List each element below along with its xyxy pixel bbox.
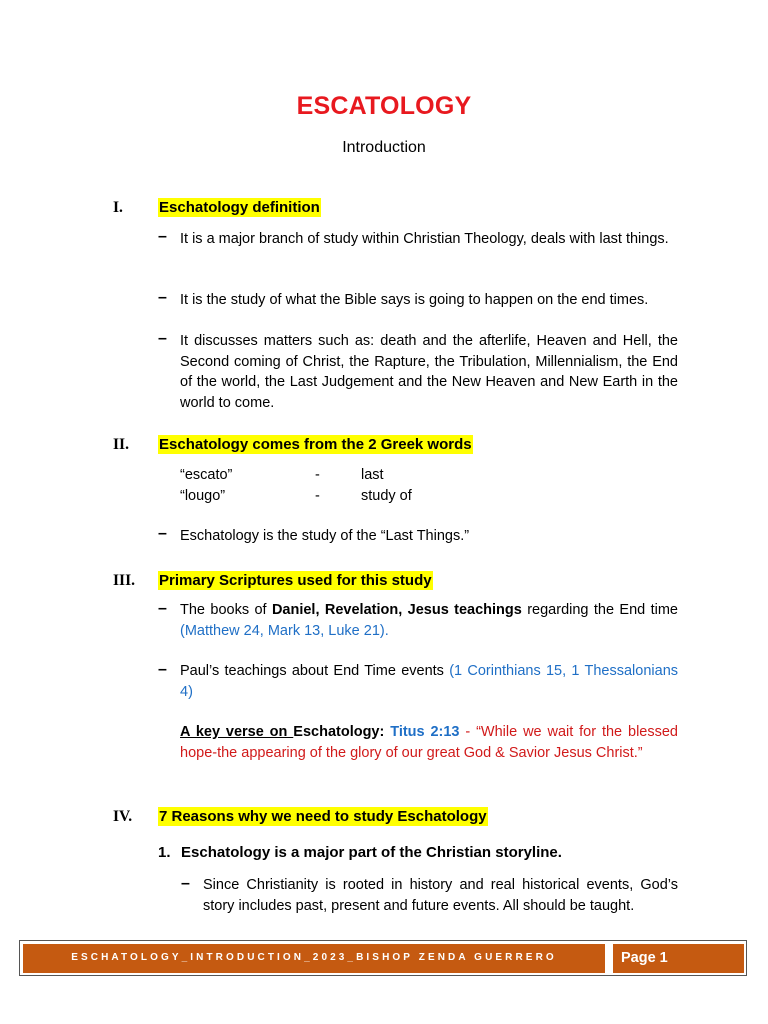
section-1-heading: Eschatology definition: [159, 199, 320, 216]
section-1-bullet-1: It is a major branch of study within Christian Theology, deals with last things.: [180, 231, 669, 247]
greek-word-meaning: last: [361, 467, 384, 483]
page-title: ESCATOLOGY: [296, 92, 472, 120]
bullet-dash-icon: –: [158, 289, 167, 306]
section-3-heading: Primary Scriptures used for this study: [159, 572, 432, 589]
page-number: Page 1: [613, 944, 744, 973]
greek-word-term: “escato”: [180, 467, 233, 483]
bullet-dash-icon: –: [158, 228, 167, 245]
greek-word-term: “lougo”: [180, 488, 226, 504]
bullet-dash-icon: –: [158, 661, 167, 678]
scripture-reference: (Matthew 24, Mark 13, Luke 21).: [180, 622, 389, 639]
section-3-numeral: III.: [113, 572, 135, 589]
greek-word-separator: -: [315, 467, 320, 483]
section-1-bullet-3: It discusses matters such as: death and the afterlife, Heaven and Hell, the Second coming of Christ, the Rapture, the Tribulation, Millennialism, the End of the world, the Last Judgement and the New Heaven and New Earth in the world to come.: [180, 333, 678, 411]
section-4-heading: 7 Reasons why we need to study Eschatology: [159, 808, 487, 825]
page-subtitle: Introduction: [342, 139, 426, 156]
section-3-bullet-1: The books of Daniel, Revelation, Jesus teachings regarding the End time (Matthew 24, Mark 13, Luke 21).: [180, 602, 678, 639]
bullet-dash-icon: –: [158, 330, 167, 347]
scripture-reference: (1 Corinthians 15, 1 Thessalonians 4): [180, 663, 679, 700]
section-1-bullet-2: It is the study of what the Bible says is going to happen on the end times.: [180, 292, 649, 308]
reason-1-heading: 1. Eschatology is a major part of the Christian storyline.: [158, 844, 562, 861]
key-verse: A key verse on Eschatology: Titus 2:13 - “While we wait for the blessed hope-the appearing of the glory of our great God & Savior Jesus Christ.”: [180, 724, 678, 761]
section-1-numeral: I.: [113, 199, 123, 216]
section-2-numeral: II.: [113, 436, 129, 453]
key-verse-reference: Titus 2:13: [390, 724, 460, 740]
reason-1-bullet: Since Christianity is rooted in history and real historical events, God’s story includes past, present and future events. All should be taught.: [203, 877, 678, 914]
section-4-numeral: IV.: [113, 808, 133, 825]
bullet-dash-icon: –: [158, 525, 167, 542]
bullet-dash-icon: –: [181, 875, 190, 892]
section-2-heading: Eschatology comes from the 2 Greek words: [159, 436, 472, 453]
footer-label: ESCHATOLOGY_INTRODUCTION_2023_BISHOP ZENDA GUERRERO: [23, 944, 605, 973]
greek-word-separator: -: [315, 488, 320, 504]
section-2-bullet-1: Eschatology is the study of the “Last Things.”: [180, 528, 470, 544]
bullet-dash-icon: –: [158, 600, 167, 617]
section-3-bullet-2: Paul’s teachings about End Time events (1 Corinthians 15, 1 Thessalonians 4): [180, 663, 679, 700]
key-verse-quote: - “While we wait for the blessed hope-the appearing of the glory of our great God & Savior Jesus Christ.”: [180, 724, 678, 761]
greek-word-meaning: study of: [361, 488, 412, 504]
